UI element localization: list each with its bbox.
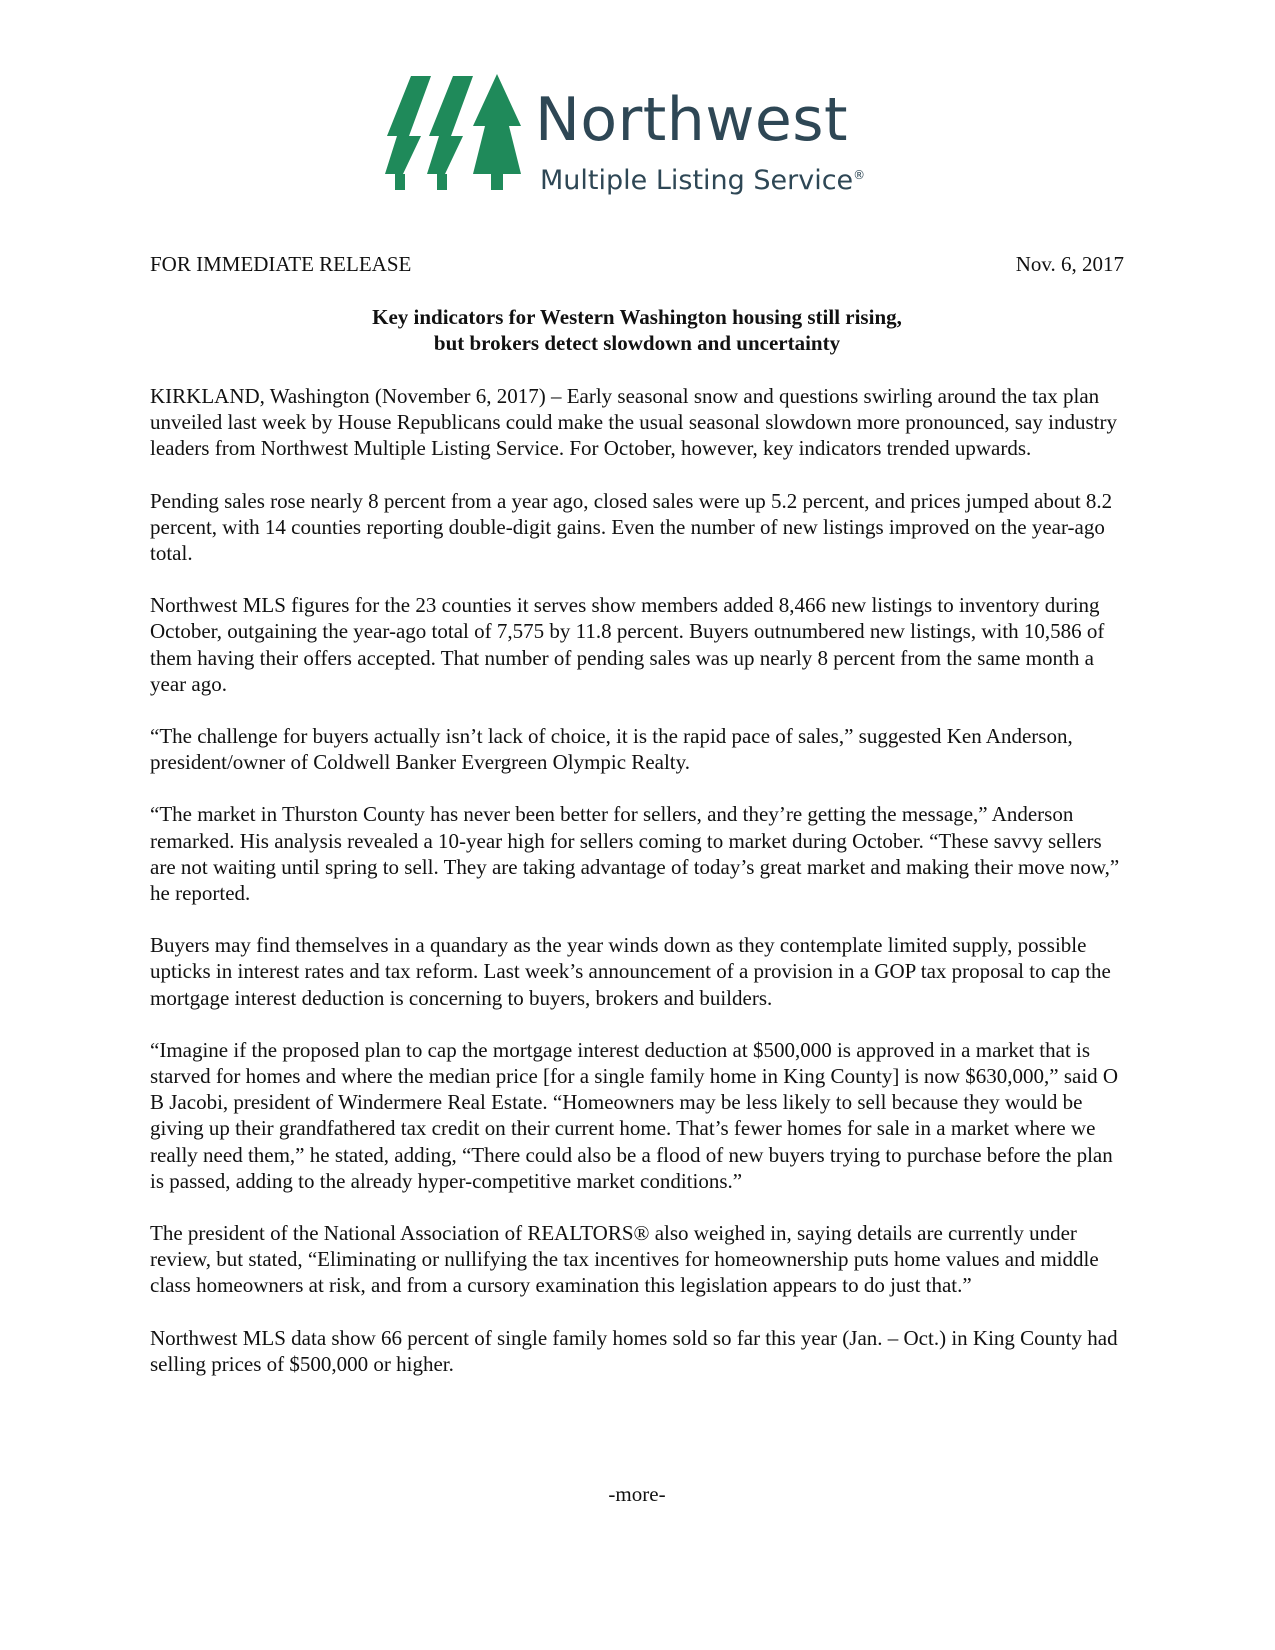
logo-tagline-text: Multiple Listing Service [540,165,854,196]
paragraph: Buyers may find themselves in a quandary as the year winds down as they contemplate limited supply, possible upticks in interest rates and tax reform. Last week’s announcement of a provision in a GOP tax proposal to cap the mortgage interest deduction is concerning to buyers, brokers and builders. [150,933,1111,1010]
evergreen-trees-icon [383,74,523,192]
article-body [150,383,1130,1403]
paragraph: Pending sales rose nearly 8 percent from a year ago, closed sales were up 5.2 percent, and prices jumped about 8.2 percent, with 14 counties reporting double-digit gains. Even the number of new listings improved on the year-ago total. [150,488,1113,566]
paragraph: “The market in Thurston County has never been better for sellers, and they’re getting the message,” Anderson remarked. His analysis revealed a 10-year high for sellers coming to market during October. “These savvy sellers are not waiting until spring to sell. They are taking advantage of today’s great market and making their move now,” he reported. [150,802,1120,906]
paragraph: The president of the National Association of REALTORS® also weighed in, saying details are currently under review, but stated, “Eliminating or nullifying the tax incentives for homeownership puts home values and middle class homeowners at risk, and from a cursory examination this legislation appears to do just that.” [150,1221,1099,1298]
logo-tagline [540,160,865,196]
paragraph: Northwest MLS data show 66 percent of single family homes sold so far this year (Jan. – Oct.) in King County had selling prices of $500,000 or higher. [150,1325,1118,1376]
headline [150,304,1124,356]
more-marker: -more- [608,1482,666,1506]
paragraph: “Imagine if the proposed plan to cap the mortgage interest deduction at $500,000 is approved in a market that is starved for homes and where the median price [for a single family home in King County] is now $630,000,” said O B Jacobi, president of Windermere Real Estate. “Homeowners may be less likely to sell because they would be giving up their grandfathered tax credit on their current home. That’s fewer homes for sale in a market where we really need them,” he stated, adding, “There could also be a flood of new buyers trying to purchase before the plan is passed, adding to the already hyper-competitive market conditions.” [150,1037,1119,1193]
paragraph: KIRKLAND, Washington (November 6, 2017) – Early seasonal snow and questions swirling around the tax plan unveiled last week by House Republicans could make the usual seasonal slowdown more pronounced, say industry leaders from Northwest Multiple Listing Service. For October, however, key indicators trended upwards. [150,384,1117,461]
headline-line-2: but brokers detect slowdown and uncertainty [433,331,841,355]
release-label: FOR IMMEDIATE RELEASE [150,252,412,276]
registered-mark: ® [853,168,866,182]
logo-brand-text: Northwest [535,85,849,155]
nwmls-logo [383,70,903,195]
paragraph: Northwest MLS figures for the 23 counties it serves show members added 8,466 new listings to inventory during October, outgaining the year-ago total of 7,575 by 11.8 percent. Buyers outnumbered new listings, with 10,586 of them having their offers accepted. That number of pending sales was up nearly 8 percent from the same month a year ago. [150,593,1105,696]
release-date: Nov. 6, 2017 [1015,252,1124,276]
headline-line-1: Key indicators for Western Washington housing still rising, [372,305,902,329]
paragraph: “The challenge for buyers actually isn’t lack of choice, it is the rapid pace of sales,” suggested Ken Anderson, president/owner of Coldwell Banker Evergreen Olympic Realty. [150,724,1073,775]
